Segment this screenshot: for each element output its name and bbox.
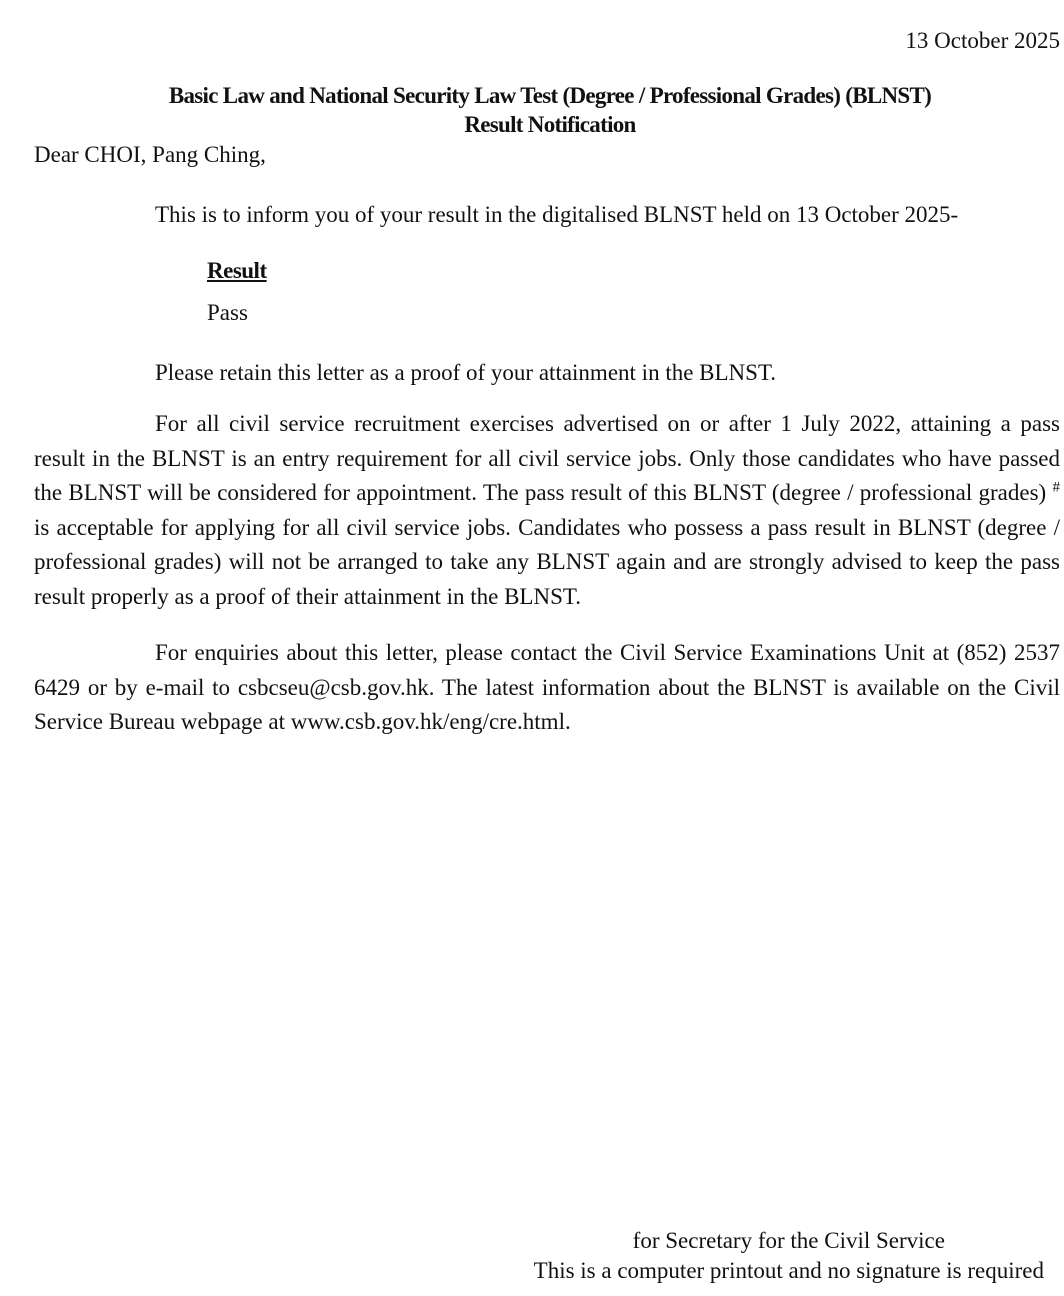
- result-label: Result: [207, 258, 267, 283]
- signatory-line: for Secretary for the Civil Service: [632, 1228, 945, 1253]
- letter-heading: [0, 81, 1064, 139]
- printout-note: This is a computer printout and no signature is required: [533, 1258, 1044, 1283]
- salutation: Dear CHOI, Pang Ching,: [34, 142, 266, 167]
- letter-date: 13 October 2025: [905, 28, 1060, 53]
- footnote-mark: #: [1052, 479, 1060, 496]
- notification-title: Result Notification: [464, 112, 636, 137]
- closing-block: [534, 1226, 1044, 1286]
- retain-note: Please retain this letter as a proof of your attainment in the BLNST.: [155, 360, 777, 385]
- intro-sentence: This is to inform you of your result in the digitalised BLNST held on 13 October 2025-: [155, 202, 959, 227]
- result-value: Pass: [207, 300, 248, 325]
- test-title: Basic Law and National Security Law Test (Degree / Professional Grades) (BLNST): [168, 83, 932, 108]
- requirement-text-part1: For all civil service recruitment exercises advertised on or after 1 July 2022, attaining a pass result in the BLNST is an entry requirement for all civil service jobs. Only those candidates who have passed the BLNST will be considered for appointment. The pass result of this BLNST (degree / professional grades): [34, 411, 1060, 505]
- requirement-paragraph: [34, 407, 1060, 614]
- enquiries-paragraph: For enquiries about this letter, please contact the Civil Service Examinations Unit at (852) 2537 6429 or by e-mail to csbcseu@csb.gov.hk. The latest information about the BLNST is available on the Civil Service Bureau webpage at www.csb.gov.hk/eng/cre.html.: [34, 640, 1060, 734]
- requirement-text-part2: is acceptable for applying for all civil service jobs. Candidates who possess a pass result in BLNST (degree / professional grades) will not be arranged to take any BLNST again and are strongly advised to keep the pass result properly as a proof of their attainment in the BLNST.: [34, 514, 1060, 609]
